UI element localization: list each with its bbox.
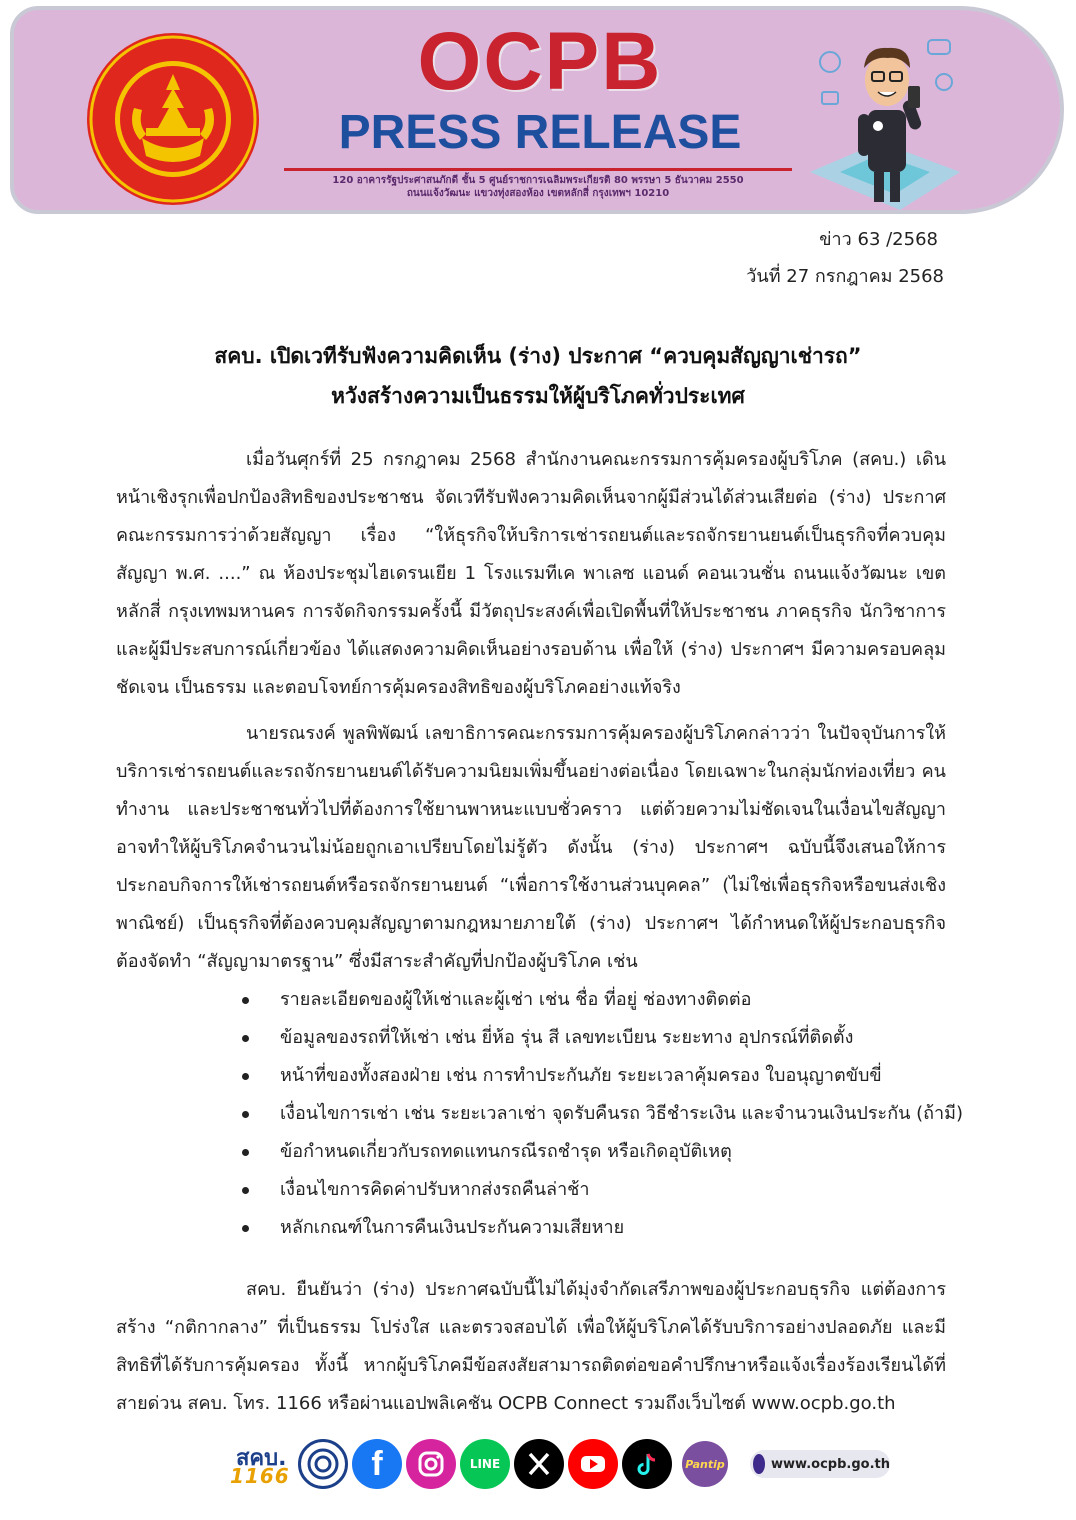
list-item: เงื่อนไขการเช่า เช่น ระยะเวลาเช่า จุดรับคืนรถ วิธีชำระเงิน และจำนวนเงินประกัน (ถ้ามี) <box>238 1095 963 1133</box>
brand-title: OCPB <box>417 16 663 107</box>
hotline-name: สคบ. <box>236 1446 287 1471</box>
hotline-1166-badge[interactable] <box>212 1438 296 1490</box>
headline-line-2: หวังสร้างความเป็นธรรมให้ผู้บริโภคทั่วประเทศ <box>331 384 745 408</box>
press-release-title: PRESS RELEASE <box>338 106 742 159</box>
hotline-number: 1166 <box>230 1464 290 1488</box>
paragraph-1 <box>116 441 946 707</box>
list-item: ข้อมูลของรถที่ให้เช่า เช่น ยี่ห้อ รุ่น สี เลขทะเบียน ระยะทาง อุปกรณ์ที่ติดตั้ง <box>238 1019 963 1057</box>
paragraph-2 <box>116 715 946 981</box>
paragraph-1-text: เมื่อวันศุกร์ที่ 25 กรกฎาคม 2568 สำนักงานคณะกรรมการคุ้มครองผู้บริโภค (สคบ.) เดินหน้าเชิงรุกเพื่อปกป้องสิทธิของประชาชน จัดเวทีรับฟังความคิดเห็นจากผู้มีส่วนได้ส่วนเสียต่อ (ร่าง) ประกาศคณะกรรมการว่าด้วยสัญญา เรื่อง “ให้ธุรกิจให้บริการเช่ารถยนต์และรถจักรยานยนต์เป็นธุรกิจที่ควบคุมสัญญา พ.ศ. ....” ณ ห้องประชุมไฮเดรนเยีย 1 โรงแรมทีเค พาเลซ แอนด์ คอนเวนชั่น ถนนแจ้งวัฒนะ เขตหลักสี่ กรุงเทพมหานคร การจัดกิจกรรมครั้งนี้ มีวัตถุประสงค์เพื่อเปิดพื้นที่ให้ประชาชน ภาคธุรกิจ นักวิชาการ และผู้มีประสบการณ์เกี่ยวข้อง ได้แสดงความคิดเห็นอย่างรอบด้าน เพื่อให้ (ร่าง) ประกาศฯ มีความครอบคลุม ชัดเจน เป็นธรรม และตอบโจทย์การคุ้มครองสิทธิของผู้บริโภคอย่างแท้จริง <box>116 449 946 698</box>
list-item: ข้อกำหนดเกี่ยวกับรถทดแทนกรณีรถชำรุด หรือเกิดอุบัติเหตุ <box>238 1133 963 1171</box>
header-divider <box>284 168 792 171</box>
x-icon[interactable] <box>514 1439 564 1489</box>
line-icon-label: LINE <box>469 1457 501 1471</box>
paragraph-2-text: นายรณรงค์ พูลพิพัฒน์ เลขาธิการคณะกรรมการคุ้มครองผู้บริโภคกล่าวว่า ในปัจจุบันการให้บริการเช่ารถยนต์และรถจักรยานยนต์ได้รับความนิยมเพิ่มขึ้นอย่างต่อเนื่อง โดยเฉพาะในกลุ่มนักท่องเที่ยว คนทำงาน และประชาชนทั่วไปที่ต้องการใช้ยานพาหนะแบบชั่วคราว แต่ด้วยความไม่ชัดเจนในเงื่อนไขสัญญา อาจทำให้ผู้บริโภคจำนวนไม่น้อยถูกเอาเปรียบโดยไม่รู้ตัว ดังนั้น (ร่าง) ประกาศฯ ฉบับนี้จึงเสนอให้การประกอบกิจการให้เช่ารถยนต์หรือรถจักรยานยนต์ “เพื่อการใช้งานส่วนบุคคล” (ไม่ใช่เพื่อธุรกิจหรือขนส่งเชิงพาณิชย์) เป็นธุรกิจที่ต้องควบคุมสัญญาตามกฎหมายภายใต้ (ร่าง) ประกาศฯ ได้กำหนดให้ผู้ประกอบธุรกิจต้องจัดทำ “สัญญามาตรฐาน” ซึ่งมีสาระสำคัญที่ปกป้องผู้บริโภค เช่น <box>116 723 946 972</box>
facebook-icon[interactable]: f <box>352 1439 402 1489</box>
news-number: ข่าว 63 /2568 <box>819 229 938 250</box>
list-item: รายละเอียดของผู้ให้เช่าและผู้เช่า เช่น ชื่อ ที่อยู่ ช่องทางติดต่อ <box>238 981 963 1019</box>
header-address <box>284 174 792 200</box>
paragraph-3-text: สคบ. ยืนยันว่า (ร่าง) ประกาศฉบับนี้ไม่ได้มุ่งจำกัดเสรีภาพของผู้ประกอบธุรกิจ แต่ต้องการสร้าง “กติกากลาง” ที่เป็นธรรม โปร่งใส และตรวจสอบได้ เพื่อให้ผู้บริโภคได้รับบริการอย่างปลอดภัย และมีสิทธิที่ได้รับการคุ้มครอง ทั้งนี้ หากผู้บริโภคมีข้อสงสัยสามารถติดต่อขอคำปรึกษาหรือแจ้งเรื่องร้องเรียนได้ที่สายด่วน สคบ. โทร. 1166 หรือผ่านแอปพลิเคชัน OCPB Connect รวมถึงเว็บไซต์ www.ocpb.go.th <box>116 1279 946 1414</box>
paragraph-3 <box>116 1271 946 1423</box>
website-url: www.ocpb.go.th <box>771 1456 890 1472</box>
footer-contact-bar <box>212 1436 902 1492</box>
website-link[interactable] <box>750 1450 890 1478</box>
ocpb-seal-logo <box>84 30 262 208</box>
tiktok-icon[interactable] <box>622 1439 672 1489</box>
mascot-illustration <box>800 22 970 212</box>
headline-line-1: สคบ. เปิดเวทีรับฟังความคิดเห็น (ร่าง) ประกาศ “ควบคุมสัญญาเช่ารถ” <box>214 344 862 368</box>
youtube-icon[interactable] <box>568 1439 618 1489</box>
globe-icon <box>753 1454 765 1474</box>
news-date: วันที่ 27 กรกฎาคม 2568 <box>746 266 944 287</box>
ocpb-app-icon[interactable] <box>298 1439 348 1489</box>
address-line-1: 120 อาคารรัฐประศาสนภักดี ชั้น 5 ศูนย์ราชการเฉลิมพระเกียรติ 80 พรรษา 5 ธันวาคม 2550 <box>332 175 744 186</box>
pantip-icon[interactable] <box>682 1441 728 1487</box>
line-icon[interactable] <box>460 1439 510 1489</box>
pantip-label: Pantip <box>685 1457 725 1471</box>
list-item: หน้าที่ของทั้งสองฝ่าย เช่น การทำประกันภัย ระยะเวลาคุ้มครอง ใบอนุญาตขับขี่ <box>238 1057 963 1095</box>
contract-requirements-list <box>238 981 963 1247</box>
list-item: หลักเกณฑ์ในการคืนเงินประกันความเสียหาย <box>238 1209 963 1247</box>
instagram-icon[interactable] <box>406 1439 456 1489</box>
list-item: เงื่อนไขการคิดค่าปรับหากส่งรถคืนล่าช้า <box>238 1171 963 1209</box>
address-line-2: ถนนแจ้งวัฒนะ แขวงทุ่งสองห้อง เขตหลักสี่ กรุงเทพฯ 10210 <box>406 188 670 199</box>
